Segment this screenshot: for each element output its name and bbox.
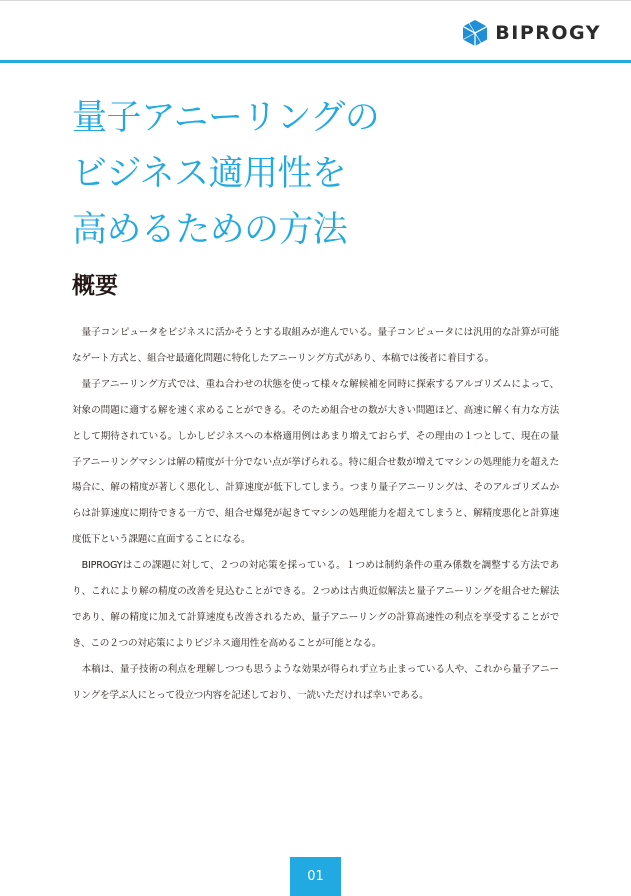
header-accent-bar [0,60,631,63]
brand-logo [462,19,601,47]
biprogy-cube-logo-icon [462,19,488,47]
title-line: 高めるための方法 [72,210,348,250]
title-line: ビジネス適用性を [72,154,347,194]
paragraph: 量子アニーリング方式では、重ね合わせの状態を使って様々な解候補を同時に探索するアルゴリズムによって、対象の問題に適する解を速く求めることができる。そのため組合せの数が大きい問題ほど、高速に解く有力な方法として期待されている。しかしビジネスへの本格適用例はあまり増えておらず、その理由の１つとして、現在の量子アニーリングマシンは解の精度が十分でない点が挙げられる。特に組合せ数が増えてマシンの処理能力を超えた場合に、解の精度が著しく悪化し、計算速度が低下してしまう。つまり量子アニーリングは、そのアルゴリズムからは計算速度に期待できる一方で、組合せ爆発が起きてマシンの処理能力を超えてしまうと、解精度悪化と計算速度低下という課題に直面することになる。 [72,378,559,546]
brand-name: BIPROGY [495,22,601,44]
title-line: 量子アニーリングの [72,98,380,138]
paragraph: 量子コンピュータをビジネスに活かそうとする取組みが進んでいる。量子コンピュータには汎用的な計算が可能なゲート方式と、組合せ最適化問題に特化したアニーリング方式があり、本稿では後者に着目する。 [72,327,559,364]
top-rule [0,0,631,1]
page-number: 01 [290,857,341,896]
paragraph: 本稿は、量子技術の利点を理解しつつも思うような効果が得られず立ち止まっている人や、これから量子アニーリングを学ぶ人にとって役立つ内容を記述しており、一読いただければ幸いである。 [72,663,559,701]
document-title [72,90,592,258]
abstract-body [72,320,559,709]
paragraph: BIPROGYはこの課題に対して、２つの対応策を採っている。１つめは制約条件の重み係数を調整する方法であり、これにより解の精度の改善を見込むことができる。２つめは古典近似解法と量子アニーリングを組合せた解法であり、解の精度に加えて計算速度も改善されるため、量子アニーリングの計算高速性の利点を享受することができ、この２つの対応策によりビジネス適用性を高めることが可能となる。 [72,560,559,649]
section-heading: 概要 [72,273,118,299]
